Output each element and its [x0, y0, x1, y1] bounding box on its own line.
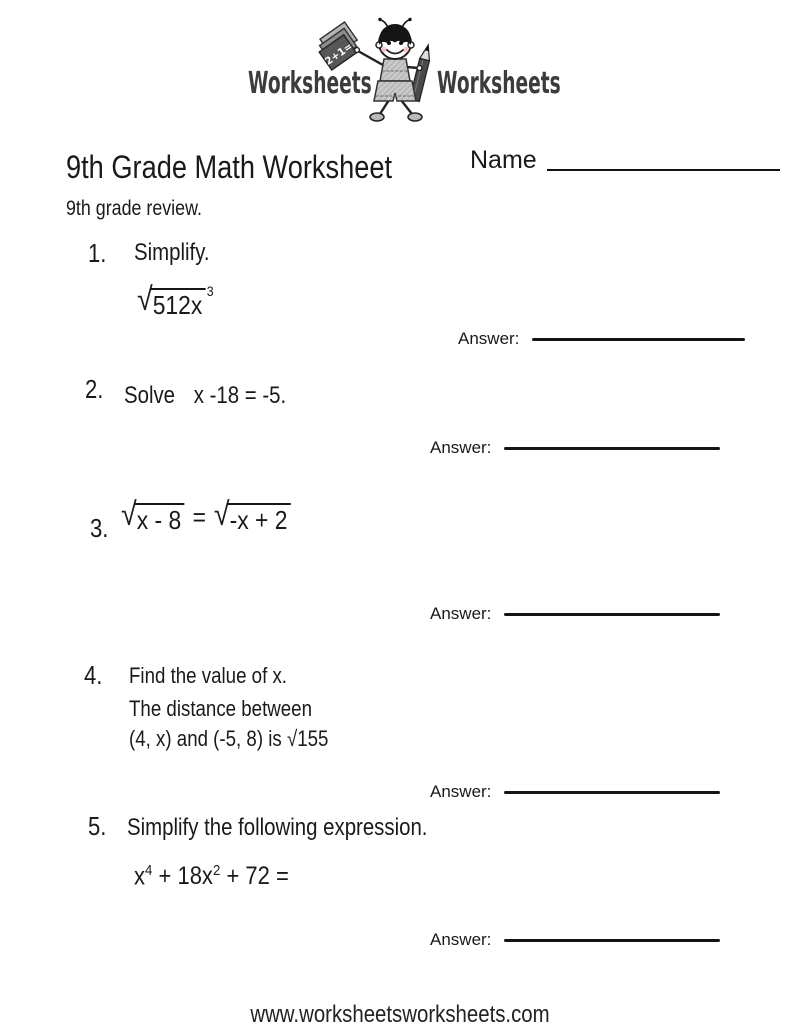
- answer-label: Answer:: [430, 438, 492, 457]
- problem-4-number: 4.: [84, 660, 103, 690]
- problem-2-equation: x -18 = -5.: [193, 382, 287, 409]
- answer-label: Answer:: [430, 930, 492, 949]
- answer-label: Answer:: [430, 782, 492, 801]
- problem-5-expression: [134, 862, 289, 891]
- page-title: 9th Grade Math Worksheet: [66, 149, 393, 185]
- lhs-radicand: x - 8: [134, 503, 185, 536]
- worksheet-subtitle: 9th grade review.: [66, 197, 202, 220]
- term-base: x: [134, 862, 145, 891]
- term-exponent: 4: [145, 862, 153, 879]
- term-exponent: 2: [212, 862, 221, 879]
- answer-row-3: [430, 604, 720, 624]
- radical-sign: √: [121, 496, 137, 532]
- answer-row-4: [430, 782, 720, 802]
- name-label: Name: [470, 146, 537, 174]
- radicand: 512x: [150, 288, 206, 321]
- name-blank-line: [547, 169, 780, 171]
- term: + 18x: [158, 862, 213, 891]
- problem-2-prompt: Solve: [124, 382, 176, 409]
- problem-4-line-2: The distance between: [129, 696, 312, 721]
- answer-row-1: [458, 329, 745, 349]
- answer-label: Answer:: [458, 329, 520, 348]
- problem-5-prompt: Simplify the following expression.: [127, 814, 428, 841]
- answer-label: Answer:: [430, 604, 492, 623]
- problem-5-number: 5.: [88, 811, 107, 841]
- logo-text-right: Worksheets: [437, 66, 561, 101]
- answer-blank-line: [532, 338, 745, 341]
- name-row: [470, 147, 780, 175]
- answer-blank-line: [504, 613, 720, 616]
- equals-sign: =: [192, 502, 207, 532]
- term: + 72 =: [226, 862, 289, 891]
- logo-text-left: Worksheets: [248, 66, 372, 101]
- answer-blank-line: [504, 939, 720, 942]
- answer-blank-line: [504, 447, 720, 450]
- mascot-boy-graphic: [318, 13, 440, 123]
- footer-url: www.worksheetsworksheets.com: [250, 1001, 550, 1028]
- problem-4-line-3: (4, x) and (-5, 8) is √155: [129, 726, 329, 751]
- radical-sign: √: [137, 281, 153, 317]
- radical-sign: √: [213, 496, 230, 532]
- flashcards-icon: [318, 22, 363, 70]
- flashcard-text: 2+1=: [323, 41, 355, 68]
- problem-4-line-1: Find the value of x.: [129, 663, 288, 688]
- problem-1-number: 1.: [88, 238, 107, 268]
- problem-1-prompt: Simplify.: [134, 239, 210, 266]
- boy-figure: [355, 18, 422, 121]
- problem-3-number: 3.: [90, 513, 109, 543]
- problem-2-text: [124, 382, 286, 410]
- problem-2-number: 2.: [85, 374, 104, 404]
- rhs-radicand: -x + 2: [227, 503, 291, 536]
- exponent: 3: [206, 283, 214, 299]
- answer-row-5: [430, 930, 720, 950]
- problem-3-equation: [121, 496, 291, 536]
- answer-blank-line: [504, 791, 720, 794]
- answer-row-2: [430, 438, 720, 458]
- problem-1-expression: [137, 281, 214, 321]
